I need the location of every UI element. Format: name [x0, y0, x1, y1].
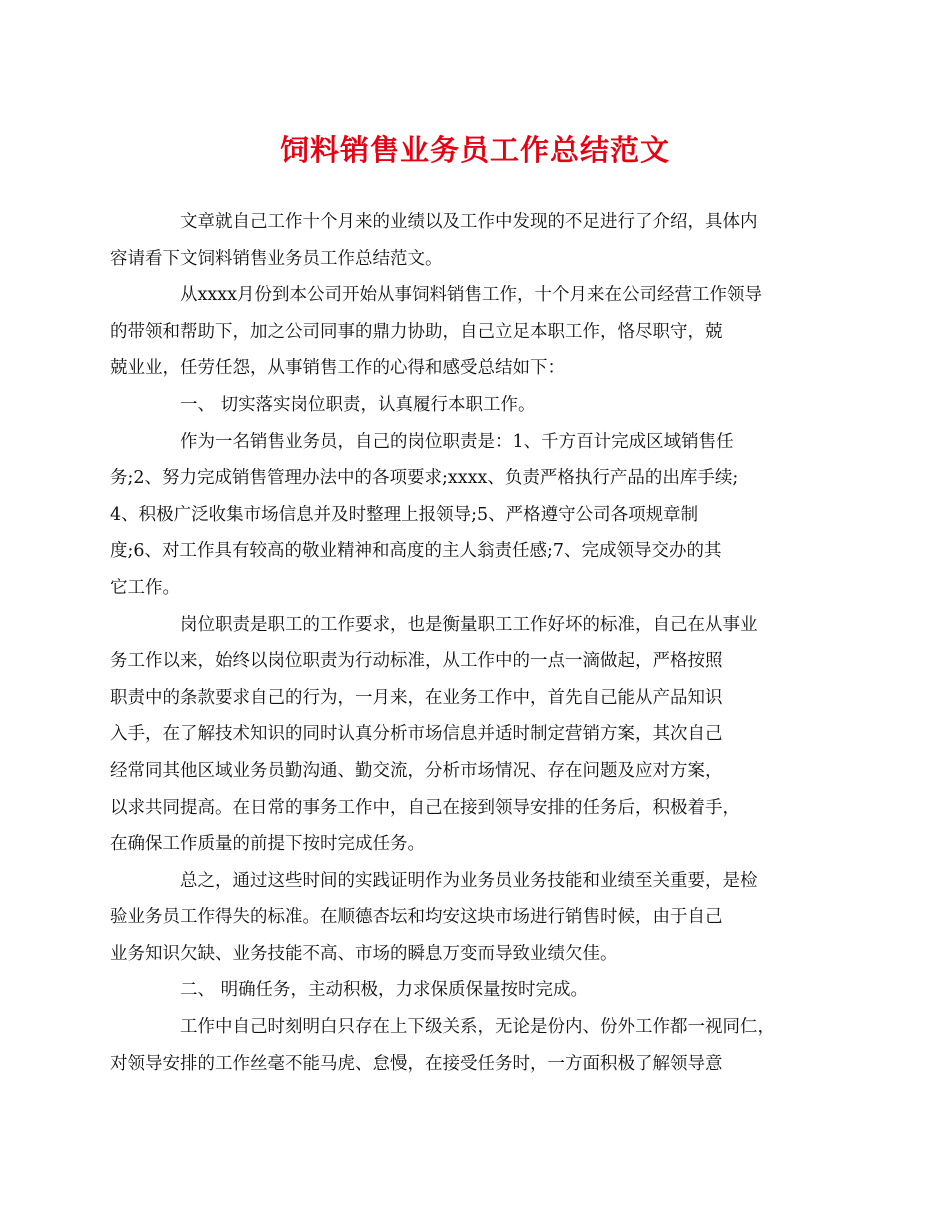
text-line: 容请看下文饲料销售业务员工作总结范文。 [110, 248, 443, 269]
text-line: 职责中的条款要求自己的行为，一月来，在业务工作中，首先自己能从产品知识 [110, 687, 723, 708]
text-line: 作为一名销售业务员，自己的岗位职责是：1、千方百计完成区域销售任 [180, 431, 734, 452]
text-line: 4、积极广泛收集市场信息并及时整理上报领导;5、严格遵守公司各项规章制 [110, 504, 699, 525]
paragraph [110, 424, 805, 607]
text-line: 务工作以来，始终以岗位职责为行动标准，从工作中的一点一滴做起，严格按照 [110, 651, 723, 672]
document-title: 饲料销售业务员工作总结范文 [279, 133, 670, 167]
paragraph [110, 607, 805, 863]
text-line: 总之，通过这些时间的实践证明作为业务员业务技能和业绩至关重要，是检 [180, 870, 758, 891]
text-line: 的带领和帮助下，加之公司同事的鼎力协助，自己立足本职工作，恪尽职守，兢 [110, 321, 723, 342]
text-line: 业务知识欠缺、业务技能不高、市场的瞬息万变而导致业绩欠佳。 [110, 943, 618, 964]
text-line: 它工作。 [110, 577, 180, 598]
text-line: 文章就自己工作十个月来的业绩以及工作中发现的不足进行了介绍，具体内 [180, 212, 758, 232]
text-line: 验业务员工作得失的标准。在顺德杏坛和均安这块市场进行销售时候，由于自己 [110, 907, 723, 928]
text-line: 经常同其他区域业务员勤沟通、勤交流，分析市场情况、存在问题及应对方案， [110, 760, 723, 781]
document-body [110, 204, 805, 1082]
text-line: 工作中自己时刻明白只存在上下级关系，无论是份内、份外工作都一视同仁， [180, 1017, 775, 1038]
paragraph [145, 972, 805, 1009]
text-line: 一、 切实落实岗位职责，认真履行本职工作。 [180, 394, 536, 415]
paragraph [145, 387, 805, 424]
paragraph [110, 277, 805, 387]
text-line: 二、 明确任务，主动积极，力求保质保量按时完成。 [180, 980, 589, 1001]
text-line: 入手，在了解技术知识的同时认真分析市场信息并适时制定营销方案，其次自己 [110, 724, 723, 745]
paragraph [110, 1009, 805, 1082]
text-line: 以求共同提高。在日常的事务工作中，自己在接到领导安排的任务后，积极着手， [110, 797, 740, 818]
text-line: 从xxxx月份到本公司开始从事饲料销售工作，十个月来在公司经营工作领导 [180, 285, 762, 306]
text-line: 岗位职责是职工的工作要求，也是衡量职工工作好坏的标准，自己在从事业 [180, 614, 758, 635]
text-line: 在确保工作质量的前提下按时完成任务。 [110, 834, 425, 855]
text-line: 务;2、努力完成销售管理办法中的各项要求;xxxx、负责严格执行产品的出库手续; [110, 468, 739, 489]
paragraph [110, 863, 805, 973]
text-line: 度;6、对工作具有较高的敬业精神和高度的主人翁责任感;7、完成领导交办的其 [110, 541, 722, 562]
text-line: 对领导安排的工作丝毫不能马虎、怠慢，在接受任务时，一方面积极了解领导意 [110, 1053, 723, 1074]
text-line: 兢业业，任劳任怨，从事销售工作的心得和感受总结如下： [110, 358, 565, 379]
paragraph [110, 204, 805, 277]
